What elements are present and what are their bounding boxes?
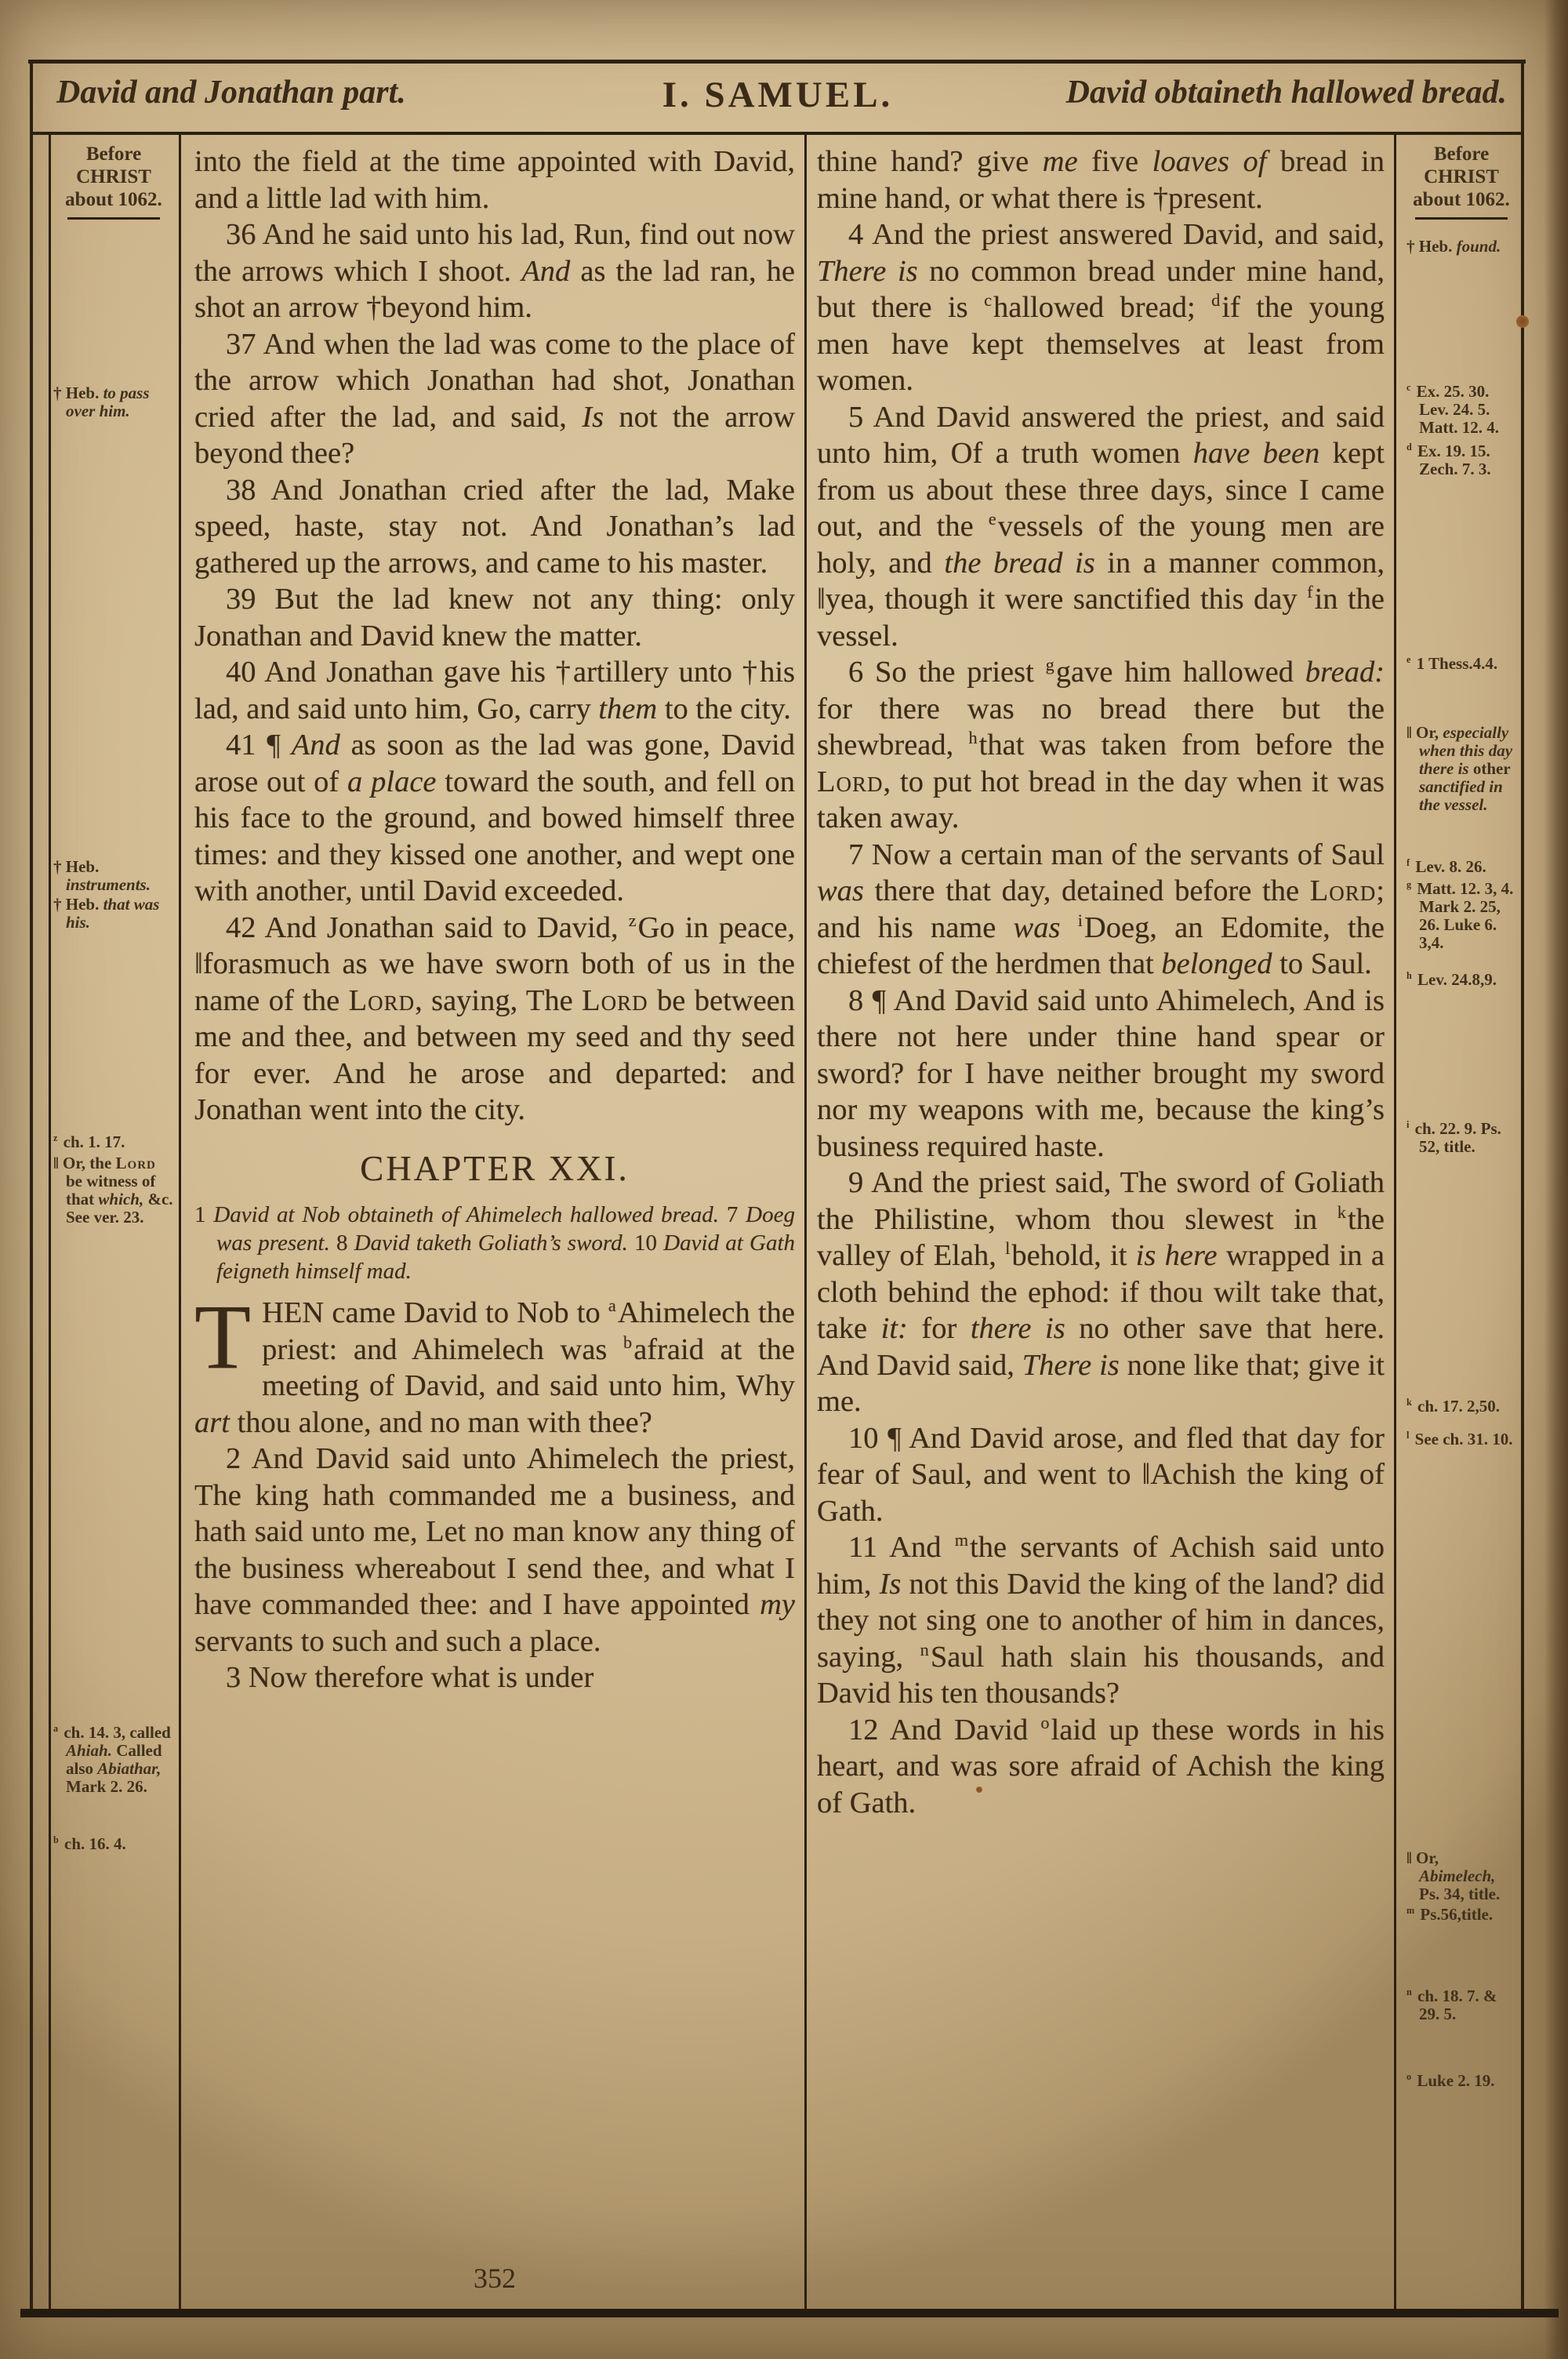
right-margin-column (1406, 143, 1516, 2090)
verse-paragraph: 9 And the priest said, The sword of Goliath the Philistine, whom thou slewest in $^k$the valley of Elah, $^l$behold, it is here wrapped in a cloth behind the ephod: if thou wilt take that, take it: for there is no other save that here. And David said, There is none like that; give it me. (817, 1166, 1385, 1418)
reference-letter: l (1005, 1238, 1011, 1259)
verse-paragraph: 39 But the lad knew not any thing: only Jonathan and David knew the matter. (194, 583, 795, 652)
verse-paragraph: 37 And when the lad was come to the place of the arrow which Jonathan had shot, Jonathan cried after the lad, and said, Is not the arrow beyond thee? (194, 327, 796, 470)
left-text-column (194, 144, 795, 1696)
frame-bottom-rule (20, 2309, 1559, 2317)
verse-paragraph: 5 And David answered the priest, and said unto him, Of a truth women have been kept from us about these three days, since I came out, and the $^e$vessels of the young men are holy, and the bread is in a manner common, ‖yea, though it were sanctified this day $^f$in the vessel. (817, 400, 1385, 652)
reference-letter: d (1211, 290, 1221, 311)
margin-note: $^a$ ch. 14. 3, called Ahiah. Called also Abiathar, Mark 2. 26. (53, 1723, 171, 1796)
verse-paragraph: thine hand? give me five loaves of bread in mine hand, or what there is †present. (817, 145, 1385, 215)
margin-note: ‖ Or, Abimelech, Ps. 34, title. (1406, 1848, 1501, 1903)
reference-letter: z (628, 910, 637, 930)
foxing-spot (976, 1787, 982, 1793)
margin-note: † Heb. found. (1406, 237, 1501, 256)
reference-letter: o (1406, 2071, 1412, 2082)
margin-note: $^m$ Ps.56,title. (1406, 1905, 1494, 1924)
margin-note: $^l$ See ch. 31. 10. (1406, 1430, 1513, 1448)
verse-paragraph: 40 And Jonathan gave his †artillery unto †his lad, and said unto him, Go, carry them to the city. (194, 656, 795, 725)
frame-left-rule (30, 60, 33, 2314)
reference-letter: i (1077, 910, 1083, 930)
margin-note: $^b$ ch. 16. 4. (53, 1834, 126, 1853)
margin-note: $^z$ ch. 1. 17. (53, 1132, 125, 1151)
verse-paragraph: into the field at the time appointed with David, and a little lad with him. (194, 145, 795, 215)
running-head-right: David obtaineth hallowed bread. (1065, 75, 1507, 111)
chapter-summary: 1 David at Nob obtaineth of Ahimelech hallowed bread. 7 Doeg was present. 8 David taketh Goliath’s sword. 10 David at Gath feigneth himself mad. (194, 1202, 796, 1284)
running-head-title: I. SAMUEL. (662, 75, 894, 115)
margin-note: ‖ Or, the Lord be witness of that which, &c. See ver. 23. (53, 1154, 173, 1227)
left-margin-outer-rule (49, 133, 51, 2310)
margin-note: $^g$ Matt. 12. 3, 4. Mark 2. 25, 26. Luke 6. 3,4. (1406, 879, 1514, 952)
reference-letter: n (920, 1639, 929, 1659)
verse-paragraph: 6 So the priest $^g$gave him hallowed bread: for there was no bread there but the shewbread, $^h$that was taken from before the Lord, to put hot bread in the day when it was taken away. (817, 655, 1385, 834)
verse-paragraph: 10 ¶ And David arose, and fled that day for fear of Saul, and went to ‖Achish the king of Gath. (817, 1421, 1385, 1528)
verse-paragraph: 11 And $^m$the servants of Achish said unto him, Is not this David the king of the land? did they not sing one to another of him in dances, saying, $^n$Saul hath slain his thousands, and David his ten thousands? (817, 1530, 1385, 1710)
book-edge-shadow (1544, 0, 1568, 2359)
margin-note: $^n$ ch. 18. 7. & 29. 5. (1406, 1986, 1497, 2023)
before-christ-heading: Before CHRIST about 1062. (53, 143, 174, 220)
left-margin-divider-rule (179, 133, 181, 2310)
left-margin-column (53, 143, 174, 1853)
reference-letter: h (1406, 970, 1412, 981)
verse-paragraph: 3 Now therefore what is under (226, 1661, 594, 1694)
verse-paragraph: 36 And he said unto his lad, Run, find out now the arrows which I shoot. And as the lad ran, he shot an arrow †beyond him. (194, 218, 795, 324)
reference-letter: c (984, 290, 993, 311)
margin-note: † Heb. that was his. (53, 895, 160, 932)
verse-paragraph: 38 And Jonathan cried after the lad, Make speed, haste, stay not. And Jonathan’s lad gathered up the arrows, and came to his master. (194, 473, 795, 580)
verse-paragraph: 7 Now a certain man of the servants of Saul was there that day, detained before the Lord; and his name was $^i$Doeg, an Edomite, the chiefest of the herdmen that belonged to Saul. (817, 838, 1385, 980)
margin-note: $^o$ Luke 2. 19. (1406, 2071, 1495, 2090)
reference-letter: a (608, 1296, 616, 1316)
reference-letter: c (1406, 382, 1411, 393)
reference-letter: n (1406, 1986, 1412, 1997)
reference-letter: z (53, 1132, 58, 1143)
center-column-divider-rule (804, 133, 807, 2310)
foxing-spot (1516, 315, 1529, 328)
verse-paragraph: THEN came David to Nob to $^a$Ahimelech the priest: and Ahimelech was $^b$afraid at the meeting of David, and said unto him, Why art thou alone, and no man with thee? (194, 1285, 795, 1439)
header-divider-rule (30, 132, 1524, 135)
reference-letter: f (1406, 857, 1410, 868)
reference-letter: a (53, 1723, 59, 1734)
reference-letter: k (1406, 1397, 1412, 1408)
margin-note: $^d$ Ex. 19. 15. Zech. 7. 3. (1406, 442, 1491, 478)
margin-note: † Heb. instruments. (53, 857, 151, 894)
margin-note: $^f$ Lev. 8. 26. (1406, 857, 1486, 876)
frame-top-rule (28, 60, 1526, 64)
margin-note: ‖ Or, especially when this day there is other sanctified in the vessel. (1406, 723, 1513, 814)
reference-letter: g (1045, 655, 1054, 675)
verse-paragraph: 41 ¶ And as soon as the lad was gone, David arose out of a place toward the south, and fell on his face to the ground, and bowed himself three times: and they kissed one another, and wept one with another, until David exceeded. (194, 729, 796, 907)
verse-paragraph: 2 And David said unto Ahimelech the priest, The king hath commanded me a business, and hath said unto me, Let no man know any thing of the business whereabout I send thee, and what I have commanded thee: and I have appointed my servants to such and such a place. (194, 1442, 795, 1658)
before-christ-heading: Before CHRIST about 1062. (1406, 143, 1516, 220)
margin-note: $^k$ ch. 17. 2,50. (1406, 1397, 1501, 1416)
reference-letter: e (1406, 654, 1411, 665)
verse-paragraph: 42 And Jonathan said to David, $^z$Go in peace, ‖forasmuch as we have sworn both of us in the name of the Lord, saying, The Lord be between me and thee, and between my seed and thy seed for ever. And he arose and departed: and Jonathan went into the city. (194, 910, 796, 1126)
reference-letter: f (1307, 582, 1313, 602)
page-number: 352 (474, 2263, 516, 2294)
reference-letter: h (968, 728, 978, 748)
reference-letter: e (988, 509, 996, 529)
margin-note: $^i$ ch. 22. 9. Ps. 52, title. (1406, 1119, 1501, 1156)
reference-letter: l (1406, 1430, 1410, 1441)
right-margin-divider-rule (1394, 133, 1396, 2310)
reference-letter: m (954, 1530, 969, 1550)
reference-letter: b (623, 1332, 633, 1352)
margin-note: $^h$ Lev. 24.8,9. (1406, 970, 1497, 989)
verse-paragraph: 12 And David $^o$laid up these words in his heart, and was sore afraid of Achish the king of Gath. (817, 1712, 1385, 1819)
chapter-heading: CHAPTER XXI. (360, 1148, 630, 1188)
reference-letter: i (1406, 1119, 1410, 1130)
verse-paragraph: 8 ¶ And David said unto Ahimelech, And is there not here under thine hand spear or sword? for I have neither brought my sword nor my weapons with me, because the king’s business required haste. (817, 983, 1385, 1163)
reference-letter: o (1040, 1712, 1050, 1732)
reference-letter: k (1337, 1201, 1346, 1222)
before-christ-rule (1415, 217, 1508, 220)
margin-note: $^c$ Ex. 25. 30. Lev. 24. 5. Matt. 12. 4. (1406, 382, 1500, 437)
margin-note: † Heb. to pass over him. (53, 383, 150, 420)
reference-letter: b (53, 1834, 59, 1845)
margin-note: $^e$ 1 Thess.4.4. (1406, 654, 1498, 673)
drop-cap: T (194, 1285, 252, 1388)
reference-letter: d (1406, 442, 1412, 453)
running-head-left: David and Jonathan part. (56, 75, 406, 111)
reference-letter: m (1406, 1905, 1415, 1916)
reference-letter: g (1406, 879, 1412, 890)
verse-paragraph: 4 And the priest answered David, and said, There is no common bread under mine hand, but there is $^c$hallowed bread; $^d$if the young men have kept themselves at least from women. (817, 218, 1385, 397)
frame-right-rule (1521, 60, 1524, 2314)
right-text-column (817, 144, 1385, 1821)
before-christ-rule (67, 217, 160, 220)
